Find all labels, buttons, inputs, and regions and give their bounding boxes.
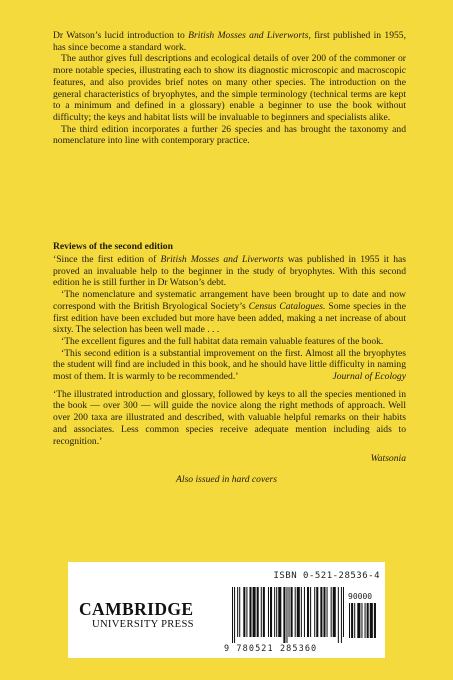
ean-number: 9 780521 285360 [224, 644, 318, 654]
blurb-paragraph-2: The author gives full descriptions and ecological details of over 200 of the commoner or more notable species, illustrating each to show its diagnostic microscopic and macroscopic features, and also provides brief notes on many other species. The introduction on the general characteristics of bryophytes, and the simple terminology (technical terms are kept to a minimum and defined in a glossary) enable a beginner to use the book without difficulty; the keys and habitat lists will be invaluable to beginners and specialists alike. [53, 53, 406, 123]
blurb-paragraph-1: Dr Watson’s lucid introduction to British Mosses and Liverworts, first published in 1955, has since become a standard work. [53, 30, 407, 53]
barcode-icon [232, 587, 344, 643]
price-barcode-icon [349, 603, 377, 638]
isbn-text: ISBN 0-521-28536-4 [273, 571, 380, 581]
review-source-journal: Journal of Ecology [332, 371, 406, 383]
blurb [53, 30, 406, 147]
price-code: 90000 [348, 592, 373, 601]
publisher-logo-line2: UNIVERSITY PRESS [92, 619, 194, 630]
also-issued-note: Also issued in hard covers [176, 474, 277, 485]
book-title: British Mosses and Liverworts, [188, 30, 311, 41]
reviews-heading: Reviews of the second edition [53, 241, 173, 252]
review-paragraph-2: ‘The nomenclature and systematic arrangement have been brought up to date and now correspond with the British Bryological Society’s Census Catalogues. Some species in the first edition have been excluded but more have been added, making a net increase of about sixty. The selection has been well made . . . [53, 289, 406, 336]
blurb-paragraph-3: The third edition incorporates a further 26 species and has brought the taxonomy and nomenclature into line with contemporary practice. [53, 123, 406, 147]
review-source-watsonia: Watsonia [370, 453, 406, 465]
review-paragraph-3: ‘The excellent figures and the full habitat data remain valuable features of the book. [61, 335, 384, 347]
publisher-label [68, 562, 385, 658]
publisher-logo-line1: CAMBRIDGE [79, 599, 194, 619]
reviews [53, 254, 406, 465]
review-paragraph-4: ‘This second edition is a substantial improvement on the first. Almost all the bryophytes the student will find are included in this book, and he should have little difficulty in naming most of them. It is warmly to be recommended.’ Journal of Ecology [53, 347, 406, 383]
review-paragraph-5: ‘The illustrated introduction and glossary, followed by keys to all the species mentioned in the book — over 300 — will guide the novice along the right methods of approach. Well over 200 taxa are illustrated and described, with valuable helpful remarks on their habits and associates. Less common species receive adequate mention including aids to recognition.’ [53, 388, 406, 447]
review-paragraph-1: ‘Since the first edition of British Mosses and Liverworts was published in 1955 it has proved an invaluable help to the beginner in the study of bryophytes. With this second edition he is still further in Dr Watson’s debt. [53, 254, 406, 289]
